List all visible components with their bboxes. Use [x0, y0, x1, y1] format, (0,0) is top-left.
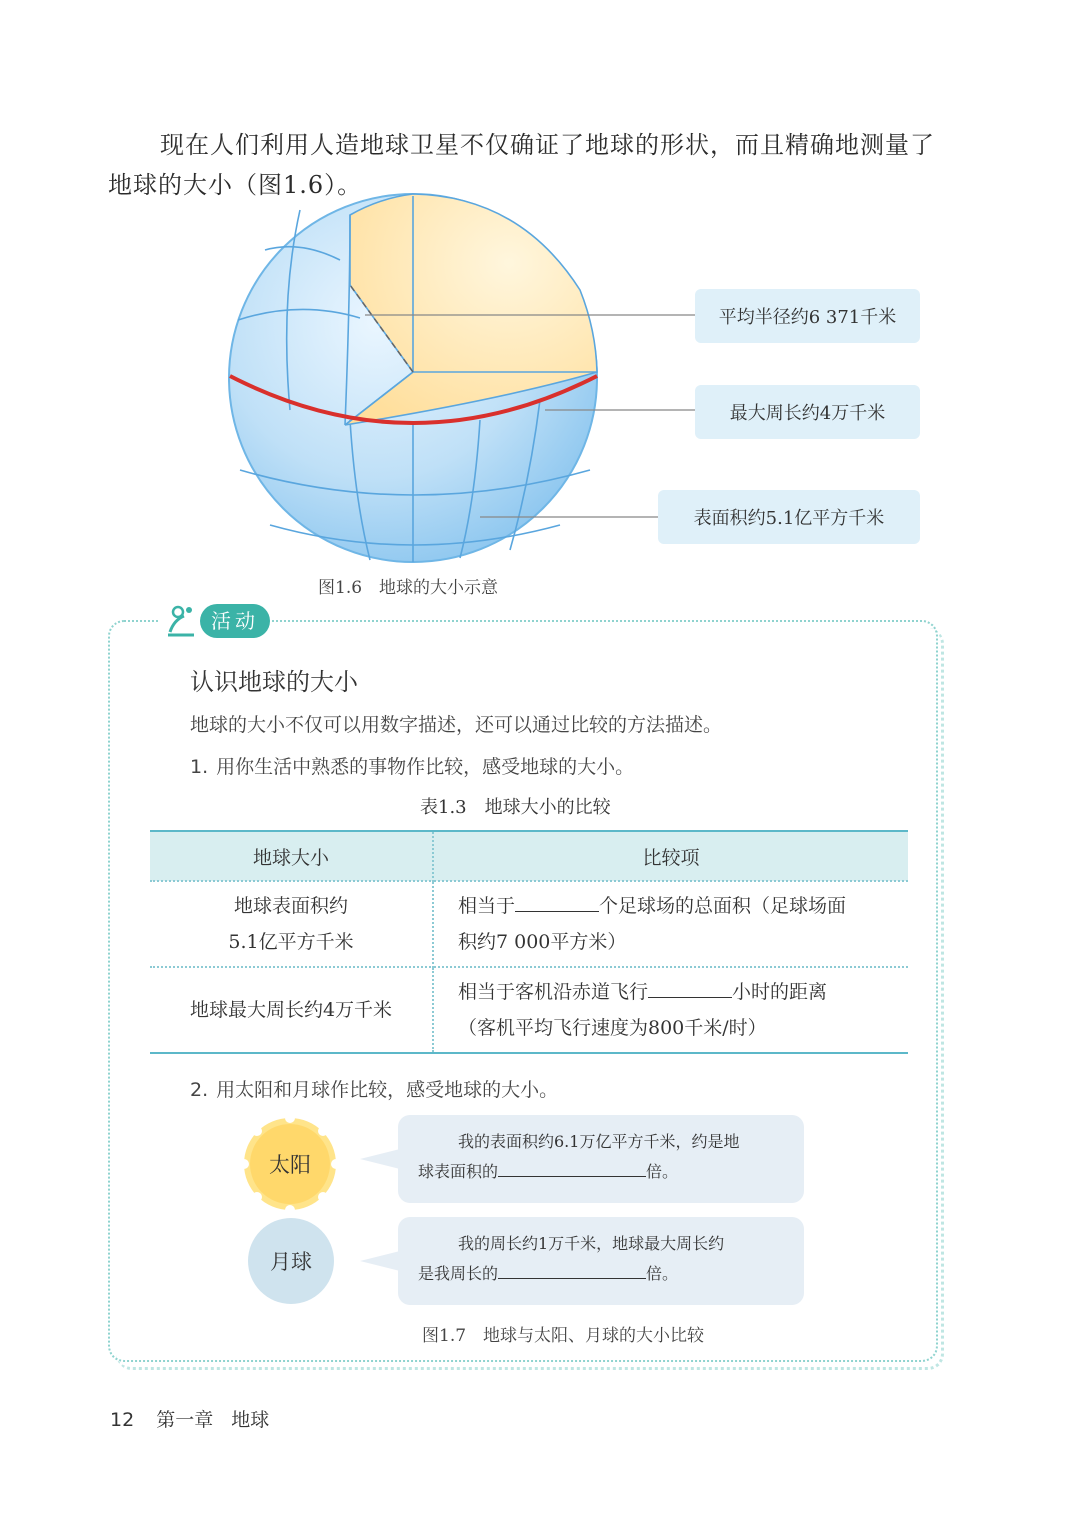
compare-text-c: 积约7 000平方米） [458, 931, 627, 953]
header-size: 地球大小 [150, 831, 433, 881]
moon-label: 月球 [270, 1250, 312, 1274]
compare-text-b: 小时的距离 [732, 981, 828, 1003]
activity-title: 认识地球的大小 [190, 668, 358, 696]
compare-text-a: 相当于 [458, 895, 516, 917]
page-number: 12 [110, 1409, 135, 1431]
fill-blank[interactable] [498, 1157, 646, 1177]
moon-icon [248, 1218, 334, 1304]
table-1-3-caption: 表1.3 地球大小的比较 [420, 797, 611, 818]
fill-blank[interactable] [498, 1259, 646, 1279]
activity-item-2 [190, 1075, 558, 1102]
item-text: 用太阳和月球作比较，感受地球的大小。 [216, 1079, 559, 1101]
bubble-tail [360, 1149, 400, 1169]
intro-paragraph: 现在人们利用人造地球卫星不仅确证了地球的形状，而且精确地测量了地球的大小（图1.6）。 [108, 131, 935, 199]
cell-size-line1: 地球表面积约 [233, 895, 348, 917]
speech-line-2b: 倍。 [646, 1264, 679, 1283]
header-compare: 比较项 [433, 831, 908, 881]
compare-text-c: （客机平均飞行速度为800千米/时） [458, 1017, 767, 1039]
item-text: 用你生活中熟悉的事物作比较，感受地球的大小。 [216, 756, 635, 778]
comparison-table [150, 830, 908, 1054]
table-header-row [150, 831, 908, 881]
section-label: 地球 [231, 1409, 270, 1431]
cell-size [150, 881, 433, 967]
figure-1-7-caption: 图1.7 地球与太阳、月球的大小比较 [422, 1326, 705, 1346]
figure-1-6-caption: 图1.6 地球的大小示意 [318, 578, 499, 598]
cell-compare [433, 967, 908, 1053]
sun-label: 太阳 [250, 1124, 330, 1204]
speech-line-1: 我的周长约1万千米，地球最大周长约 [458, 1234, 725, 1253]
speech-line-2a: 是我周长的 [418, 1264, 499, 1283]
callout-radius: 平均半径约6 371千米 [695, 289, 920, 343]
item-number: 1. [190, 756, 209, 778]
fill-blank[interactable] [515, 890, 599, 912]
bubble-tail [360, 1251, 400, 1271]
moon-speech-bubble [398, 1217, 804, 1305]
activity-badge: 活动 [200, 604, 270, 638]
cell-compare [433, 881, 908, 967]
sun-icon [244, 1118, 336, 1210]
compare-text-b: 个足球场的总面积（足球场面 [599, 895, 847, 917]
cell-size-line2: 5.1亿平方千米 [228, 931, 354, 953]
speech-line-2b: 倍。 [646, 1162, 679, 1181]
speech-line-2a: 球表面积的 [418, 1162, 499, 1181]
table-row [150, 967, 908, 1053]
chapter-label: 第一章 [156, 1409, 214, 1431]
sun-speech-bubble [398, 1115, 804, 1203]
callout-surface-area: 表面积约5.1亿平方千米 [658, 490, 920, 544]
activity-item-1 [190, 752, 634, 779]
cell-size: 地球最大周长约4万千米 [150, 967, 433, 1053]
compare-text-a: 相当于客机沿赤道飞行 [458, 981, 649, 1003]
speech-line-1: 我的表面积约6.1万亿平方千米，约是地 [458, 1132, 740, 1151]
table-row [150, 881, 908, 967]
fill-blank[interactable] [648, 976, 732, 998]
page-footer [110, 1405, 269, 1432]
item-number: 2. [190, 1079, 209, 1101]
callout-circumference: 最大周长约4万千米 [695, 385, 920, 439]
activity-intro: 地球的大小不仅可以用数字描述，还可以通过比较的方法描述。 [190, 714, 723, 736]
microscope-icon [164, 602, 204, 640]
